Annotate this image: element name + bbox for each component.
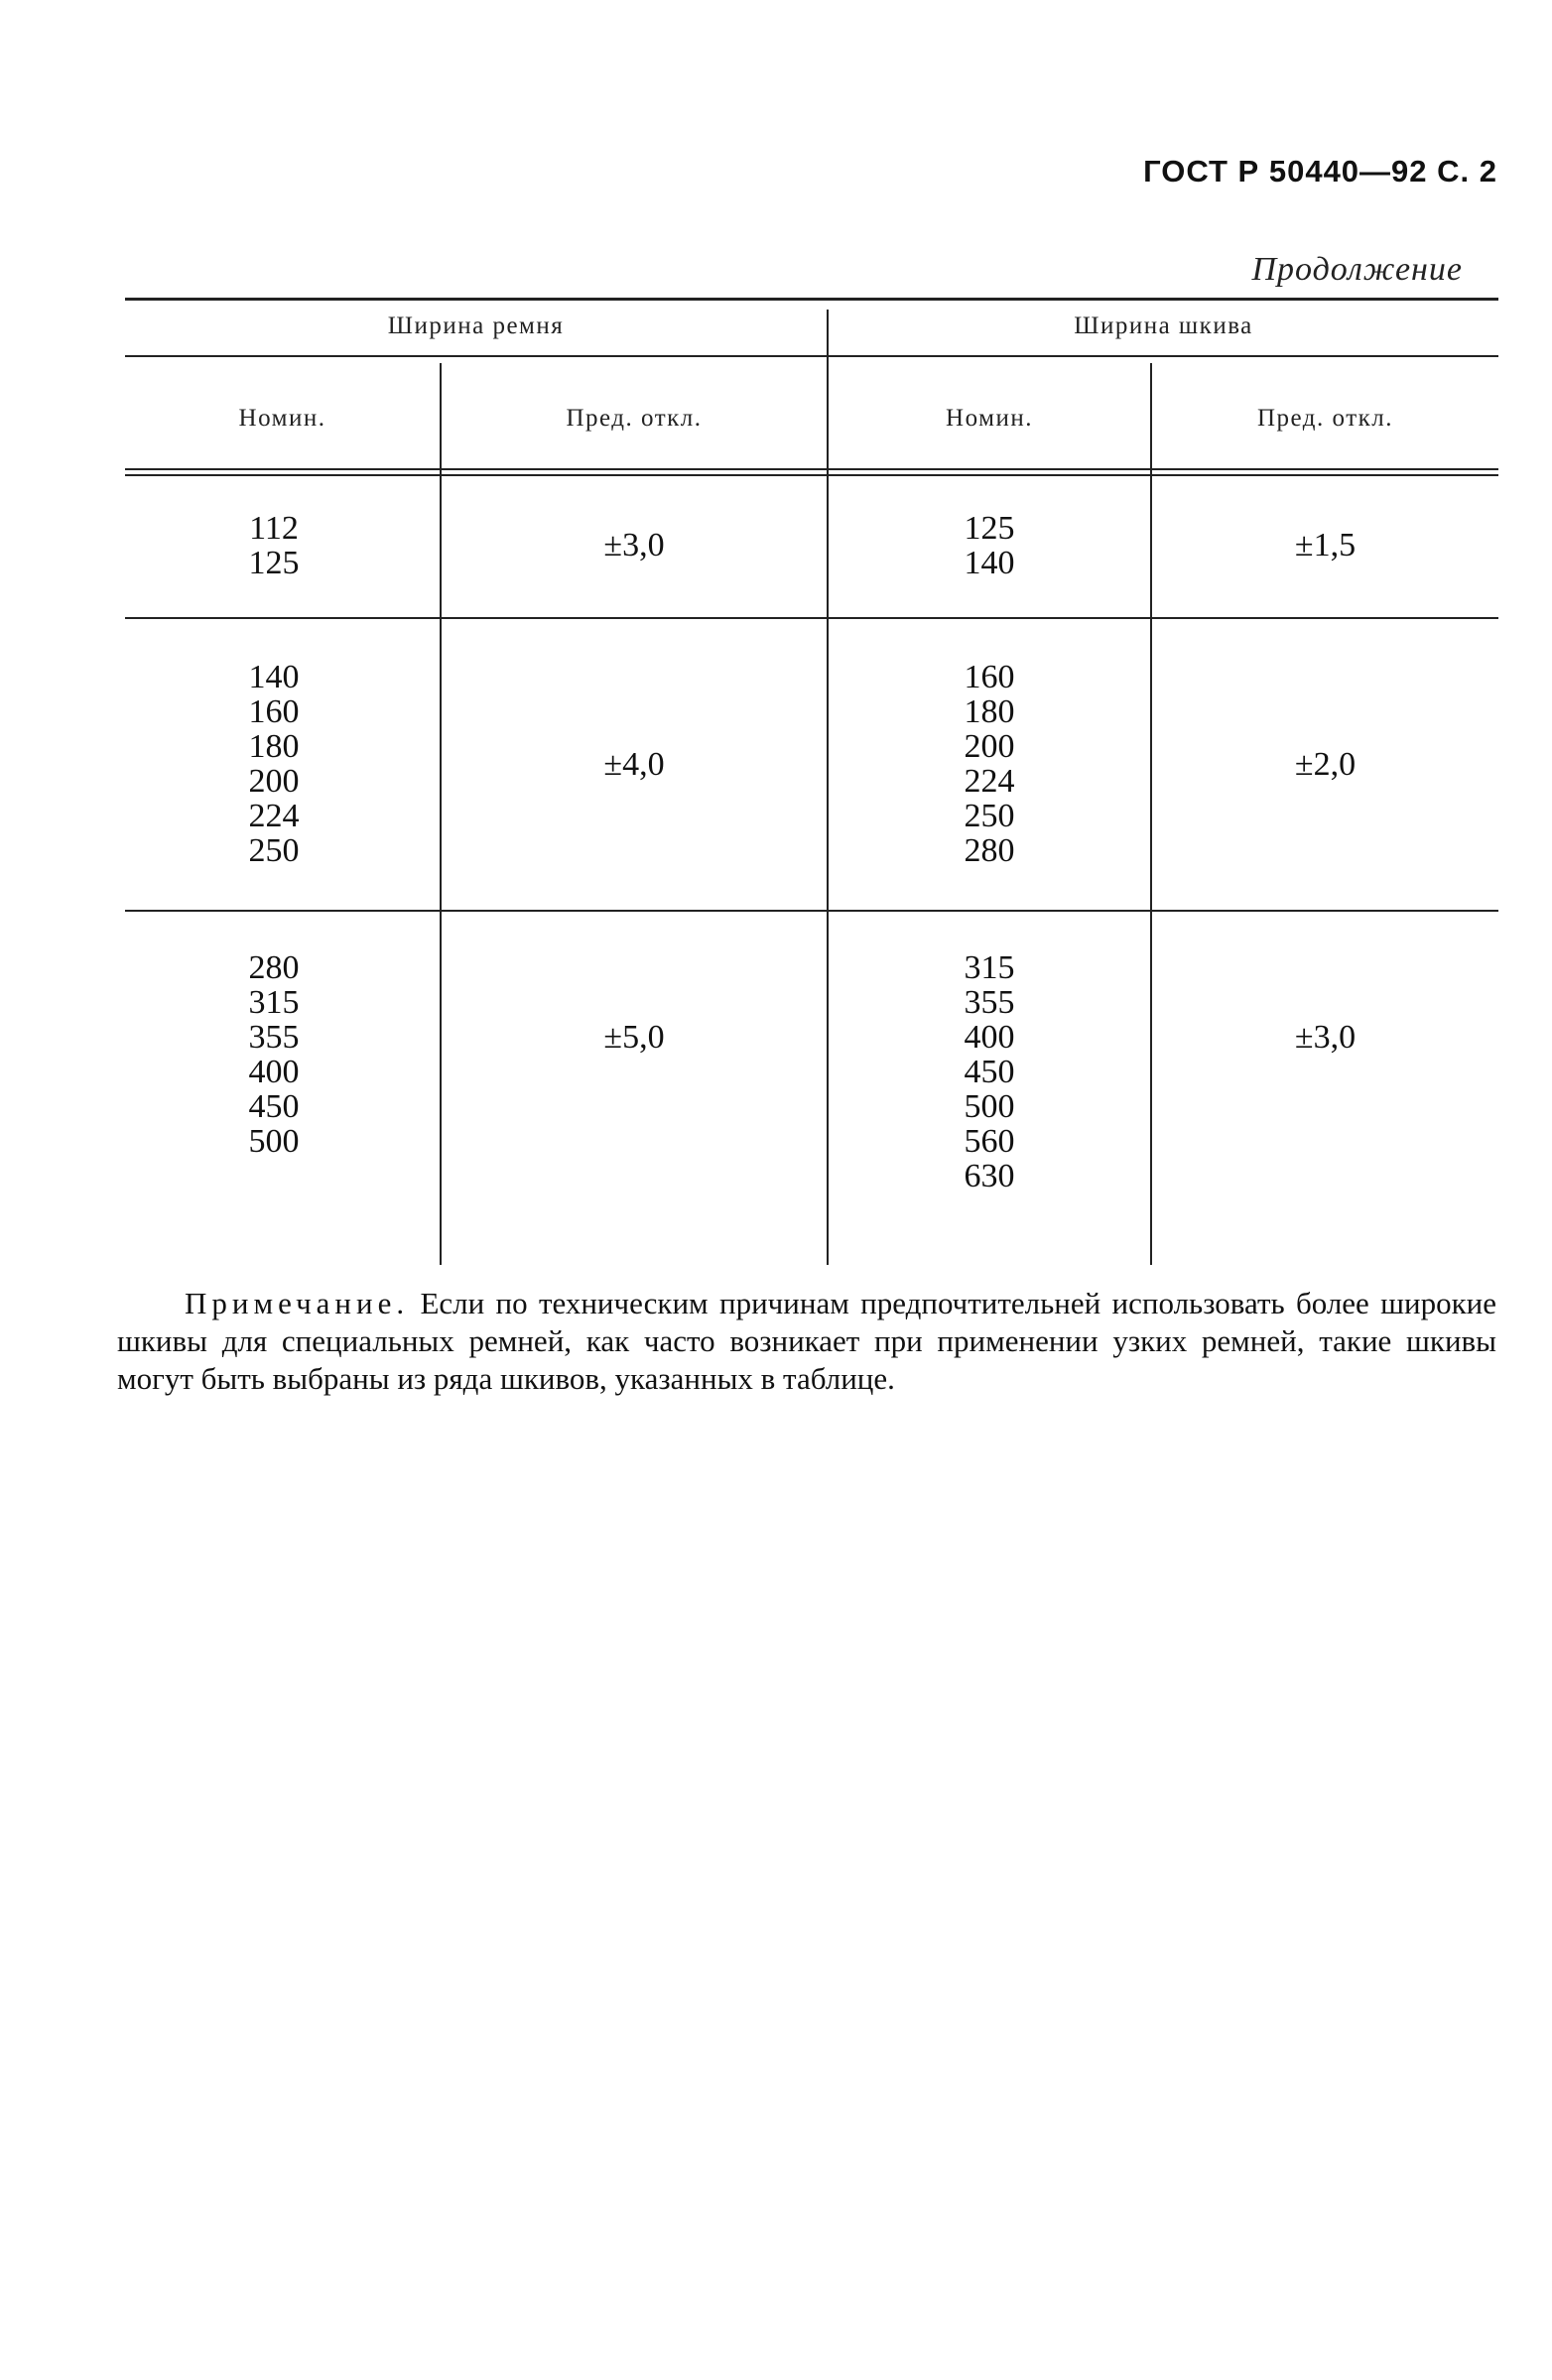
header-divider: [125, 355, 1498, 357]
subheader-pulley-nominal: Номин.: [946, 405, 1033, 432]
group-header-belt: Ширина ремня: [387, 313, 565, 339]
row1-belt-tolerance: ±3,0: [603, 527, 665, 564]
note-text: Если по техническим причинам предпочтительней использовать более широкие шкивы для специальных ремней, как часто возникает при применении узких ремней, такие шкивы могут быть выбраны из ряда шкивов, указанных в таблице.: [117, 1286, 1496, 1396]
row3-belt-nominal: 280 315 355 400 450 500: [248, 949, 300, 1160]
row2-pulley-tolerance: ±2,0: [1294, 746, 1357, 783]
row3-pulley-nominal: 315 355 400 450 500 560 630: [964, 949, 1015, 1194]
table-top-rule: [125, 298, 1498, 301]
row-divider-2: [125, 910, 1498, 912]
row1-belt-nominal: 112 125: [248, 510, 300, 581]
subheader-belt-tolerance: Пред. откл.: [566, 405, 703, 432]
row1-pulley-tolerance: ±1,5: [1294, 527, 1357, 564]
row3-belt-tolerance: ±5,0: [603, 1019, 665, 1056]
page-header: ГОСТ Р 50440—92 С. 2: [1143, 154, 1497, 188]
row3-pulley-tolerance: ±3,0: [1294, 1019, 1357, 1056]
subheader-pulley-tolerance: Пред. откл.: [1256, 405, 1393, 432]
header-bottom-rule-1: [125, 468, 1498, 470]
note-label: Примечание.: [185, 1286, 410, 1320]
row2-belt-nominal: 140 160 180 200 224 250: [248, 659, 300, 869]
tolerance-table: [125, 298, 1498, 1265]
column-divider-pulley: [1150, 363, 1152, 1265]
row2-pulley-nominal: 160 180 200 224 250 280: [964, 659, 1015, 869]
group-header-pulley: Ширина шкива: [1074, 313, 1253, 339]
continuation-label: Продолжение: [1251, 251, 1463, 288]
column-divider-belt: [440, 363, 442, 1265]
header-bottom-rule-2: [125, 474, 1498, 476]
table-note: [117, 1285, 1496, 1398]
row2-belt-tolerance: ±4,0: [603, 746, 665, 783]
subheader-belt-nominal: Номин.: [238, 405, 326, 432]
row-divider-1: [125, 617, 1498, 619]
row1-pulley-nominal: 125 140: [964, 510, 1015, 581]
